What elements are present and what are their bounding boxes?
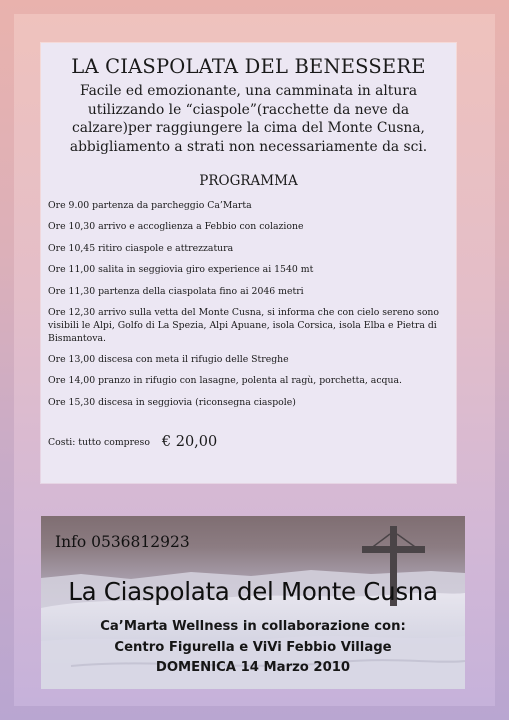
schedule-item: Ore 14,00 pranzo in rifugio con lasagne, polenta al ragù, porchetta, acqua.	[48, 375, 402, 387]
program-panel	[41, 43, 456, 483]
event-date: DOMENICA 14 Marzo 2010	[155, 660, 351, 675]
schedule-item: Ore 9.00 partenza da parcheggio Ca’Marta	[48, 200, 252, 211]
costs-price: € 20,00	[161, 434, 218, 450]
collab-line: Centro Figurella e ViVi Febbio Village	[114, 639, 392, 655]
schedule-item: Ore 12,30 arrivo sulla vetta del Monte Cusna, si informa che con cielo sereno sono visibili le Alpi, Golfo di La Spezia, Alpi Apuane, isola Corsica, isola Elba e Pietra di Bismantova.	[48, 306, 439, 344]
collab-line: Ca’Marta Wellness in collaborazione con:	[100, 619, 406, 634]
info-phone: Info 0536812923	[55, 533, 190, 551]
costs-line	[48, 433, 217, 449]
intro-line: Facile ed emozionante, una camminata in altura	[79, 83, 418, 99]
intro-line: calzare)per raggiungere la cima del Monte Cusna,	[72, 120, 425, 137]
mountain-photo	[41, 516, 465, 689]
schedule-item: Ore 15,30 discesa in seggiovia (riconsegna ciaspole)	[48, 396, 296, 408]
program-heading: PROGRAMMA	[199, 173, 298, 189]
intro-line: abbigliamento a strati non necessariamente da sci.	[69, 138, 428, 155]
schedule-item: Ore 13,00 discesa con meta il rifugio delle Streghe	[48, 353, 289, 365]
schedule-item: Ore 11,30 partenza della ciaspolata fino ai 2046 metri	[48, 285, 304, 297]
schedule-item: Ore 11,00 salita in seggiovia giro experience ai 1540 mt	[48, 264, 314, 276]
schedule-list	[48, 200, 448, 418]
schedule-item: Ore 10,45 ritiro ciaspole e attrezzatura	[48, 242, 234, 254]
schedule-item: Ore 10,30 arrivo e accoglienza a Febbio con colazione	[48, 221, 304, 233]
intro-text	[53, 82, 444, 156]
event-headline: La Ciaspolata del Monte Cusna	[68, 577, 438, 606]
intro-line: utilizzando le “ciaspole”(racchette da neve da	[87, 101, 410, 118]
poster-title: LA CIASPOLATA DEL BENESSERE	[71, 55, 426, 78]
collaboration-text	[41, 617, 465, 679]
costs-label: Costi: tutto compreso	[48, 437, 150, 448]
